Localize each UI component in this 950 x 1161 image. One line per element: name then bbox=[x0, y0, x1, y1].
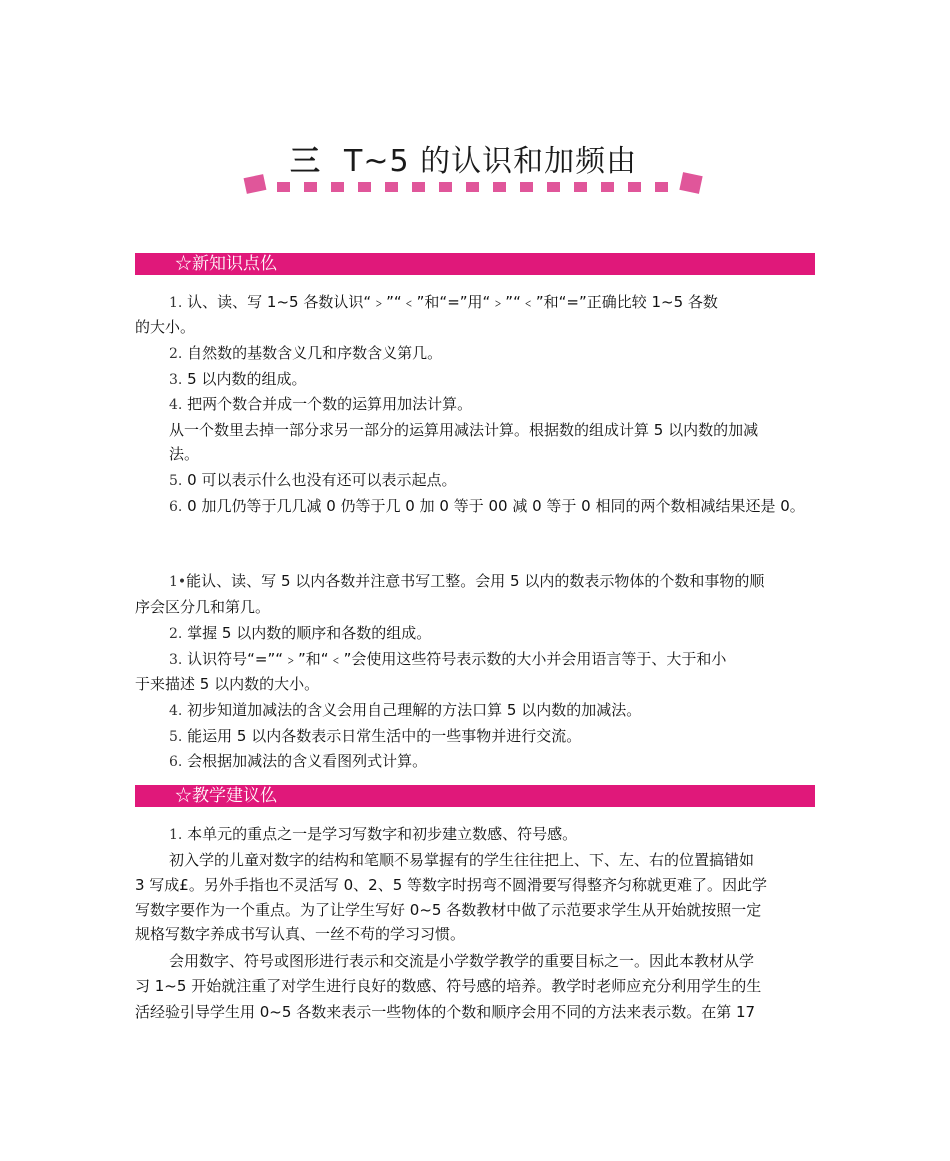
decoration-square bbox=[358, 182, 371, 192]
knowledge-item: 4. 把两个数合并成一个数的运算用加法计算。 bbox=[169, 395, 473, 413]
decoration-square bbox=[277, 182, 290, 192]
goal-item: 1•能认、读、写 5 以内各数并注意书写工整。会用 5 以内的数表示物体的个数和事物的顺 bbox=[169, 572, 765, 590]
decoration-square bbox=[412, 182, 425, 192]
goal-item: 4. 初步知道加减法的含义会用自己理解的方法口算 5 以内数的加减法。 bbox=[169, 701, 642, 719]
goal-item: 序会区分几和第几。 bbox=[135, 598, 271, 616]
chapter-number: 三 bbox=[290, 144, 322, 179]
section-header-teaching: ☆教学建议仫 bbox=[135, 785, 815, 807]
decoration-square bbox=[385, 182, 398, 192]
suggestion-paragraph: 习 1~5 开始就注重了对学生进行良好的数感、符号感的培养。教学时老师应充分利用学生的生 bbox=[135, 977, 762, 995]
knowledge-item: 5. 0 可以表示什么也没有还可以表示起点。 bbox=[169, 471, 457, 489]
suggestion-paragraph: 活经验引导学生用 0~5 各数来表示一些物体的个数和顺序会用不同的方法来表示数。在第 17 bbox=[135, 1003, 756, 1021]
knowledge-item: 2. 自然数的基数含义几和序数含义第几。 bbox=[169, 344, 443, 362]
chapter-title-block bbox=[0, 128, 950, 198]
goal-item: 2. 掌握 5 以内数的顺序和各数的组成。 bbox=[169, 624, 432, 642]
chapter-title-text: T~5 的认识和加频由 bbox=[344, 144, 638, 179]
decoration-square bbox=[628, 182, 641, 192]
knowledge-item: 3. 5 以内数的组成。 bbox=[169, 370, 307, 388]
knowledge-item: 的大小。 bbox=[135, 318, 196, 336]
decoration-square bbox=[244, 174, 267, 194]
goal-item: 3. 认识符号“=”“﹥”和“﹤”会使用这些符号表示数的大小并会用语言等于、大于和小 bbox=[169, 650, 727, 668]
suggestion-paragraph: 写数字要作为一个重点。为了让学生写好 0~5 各数教材中做了示范要求学生从开始就按照一定 bbox=[135, 901, 762, 919]
decoration-square bbox=[655, 182, 668, 192]
suggestion-paragraph: 会用数字、符号或图形进行表示和交流是小学数学教学的重要目标之一。因此本教材从学 bbox=[169, 952, 755, 970]
knowledge-item: 法。 bbox=[169, 445, 200, 463]
decoration-square bbox=[304, 182, 317, 192]
decoration-square bbox=[574, 182, 587, 192]
section-header-knowledge: ☆新知识点仫 bbox=[135, 253, 815, 275]
goal-item: 6. 会根据加减法的含义看图列式计算。 bbox=[169, 752, 428, 770]
decoration-square bbox=[439, 182, 452, 192]
decoration-square bbox=[601, 182, 614, 192]
suggestion-paragraph: 初入学的儿童对数字的结构和笔顺不易掌握有的学生往往把上、下、左、右的位置搞错如 bbox=[169, 851, 755, 869]
knowledge-item: 从一个数里去掉一部分求另一部分的运算用减法计算。根据数的组成计算 5 以内数的加减 bbox=[169, 421, 759, 439]
title-decoration bbox=[245, 174, 705, 198]
decoration-square bbox=[547, 182, 560, 192]
goal-item: 5. 能运用 5 以内各数表示日常生活中的一些事物并进行交流。 bbox=[169, 727, 582, 745]
decoration-square bbox=[466, 182, 479, 192]
knowledge-item: 6. 0 加几仍等于几几减 0 仍等于几 0 加 0 等于 00 减 0 等于 0 相同的两个数相减结果还是 0。 bbox=[169, 497, 805, 515]
decoration-square bbox=[331, 182, 344, 192]
decoration-square bbox=[679, 172, 702, 194]
knowledge-item: 1. 认、读、写 1~5 各数认识“﹥”“﹤”和“=”用“﹥”“﹤”和“=”正确比较 1~5 各数 bbox=[169, 293, 718, 311]
decoration-square bbox=[520, 182, 533, 192]
suggestion-paragraph: 3 写成£。另外手指也不灵活写 0、2、5 等数字时拐弯不圆滑要写得整齐匀称就更难了。因此学 bbox=[135, 876, 768, 894]
goal-item: 于来描述 5 以内数的大小。 bbox=[135, 675, 320, 693]
decoration-square bbox=[493, 182, 506, 192]
suggestion-paragraph: 1. 本单元的重点之一是学习写数字和初步建立数感、符号感。 bbox=[169, 825, 578, 843]
suggestion-paragraph: 规格写数字养成书写认真、一丝不苟的学习习惯。 bbox=[135, 925, 466, 943]
